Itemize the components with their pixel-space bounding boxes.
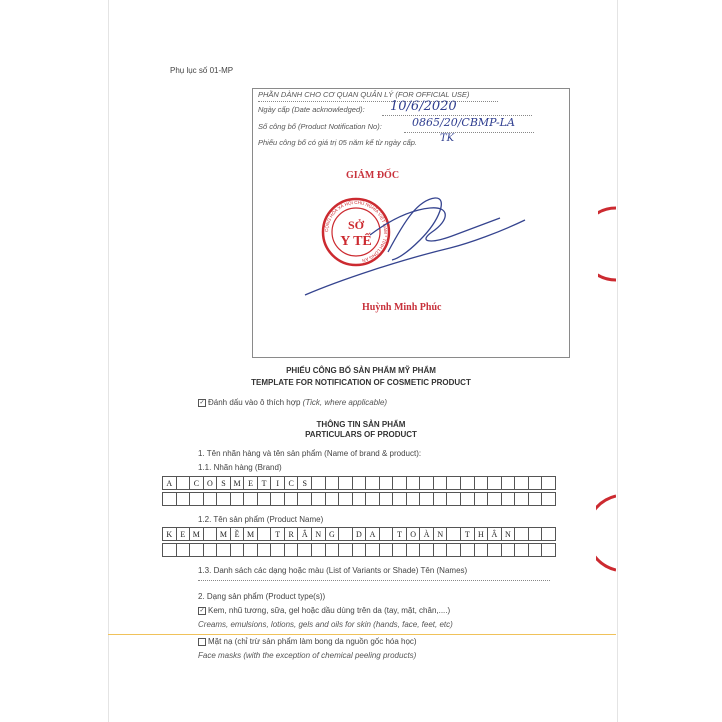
grid-cell [339,492,353,506]
svg-text:CỘNG HÒA XÃ HỘI CHỦ NGHĨA VIỆT: CỘNG HÒA XÃ HỘI CHỦ NGHĨA VIỆT NAM * TỈNH LONG AN [323,199,389,264]
section-title-vi: THÔNG TIN SẢN PHẨM [316,420,406,429]
grid-cell [447,476,461,490]
grid-cell: A [366,527,380,541]
grid-cell: N [312,527,326,541]
edge-seal-icon [596,494,616,574]
svg-text:SỞ: SỞ [347,218,365,232]
grid-cell [204,543,218,557]
grid-cell: M [217,527,231,541]
checked-checkbox-icon: ✓ [199,607,205,614]
product-type-2-en: Face masks (with the exception of chemical peeling products) [198,651,417,660]
item-1-3-label: 1.3. Danh sách các dạng hoặc màu (List of Variants or Shade) Tên (Names) [198,566,468,575]
grid-cell [298,492,312,506]
grid-cell [380,543,394,557]
grid-cell [339,476,353,490]
grid-cell [461,492,475,506]
product-type-2: Mặt nạ (chỉ trừ sản phẩm làm bong da nguồn gốc hóa học) [198,637,417,646]
grid-cell: O [204,476,218,490]
grid-cell: N [502,527,516,541]
grid-cell [353,476,367,490]
grid-cell: A [163,476,177,490]
grid-cell [271,492,285,506]
grid-cell: E [177,527,191,541]
scan-artifact-line [108,634,616,635]
grid-cell: M [231,476,245,490]
grid-cell: S [298,476,312,490]
grid-cell [393,492,407,506]
grid-cell [447,543,461,557]
grid-cell [488,492,502,506]
grid-cell [312,476,326,490]
grid-cell [488,476,502,490]
grid-cell [366,492,380,506]
grid-cell [339,543,353,557]
form-title-vi: PHIẾU CÔNG BỐ SẢN PHẨM MỸ PHẨM [286,366,436,375]
grid-cell: E [244,476,258,490]
grid-cell: C [190,476,204,490]
grid-cell: I [271,476,285,490]
grid-cell: H [475,527,489,541]
grid-cell [542,543,556,557]
form-title-en: TEMPLATE FOR NOTIFICATION OF COSMETIC PRODUCT [251,378,471,387]
grid-cell [475,492,489,506]
grid-cell [163,543,177,557]
grid-cell [420,492,434,506]
director-title: GIÁM ĐỐC [346,170,400,181]
grid-cell: Ắ [298,527,312,541]
grid-cell [420,543,434,557]
grid-cell: R [285,527,299,541]
grid-cell [407,476,421,490]
grid-cell [447,492,461,506]
divider [404,132,534,133]
grid-cell [258,492,272,506]
grid-cell [244,543,258,557]
grid-cell [353,492,367,506]
grid-cell [380,476,394,490]
grid-cell [434,476,448,490]
grid-cell [285,543,299,557]
validity-mark: TK [440,133,455,144]
grid-cell [312,543,326,557]
grid-cell [298,543,312,557]
item-1-1-label: 1.1. Nhãn hàng (Brand) [198,463,282,472]
grid-cell [326,543,340,557]
grid-cell: M [190,527,204,541]
grid-cell [285,492,299,506]
grid-cell [231,492,245,506]
grid-cell [177,543,191,557]
official-header: PHẦN DÀNH CHO CƠ QUAN QUẢN LÝ (FOR OFFICIAL USE) [258,90,470,99]
grid-cell [271,543,285,557]
grid-cell: M [244,527,258,541]
grid-cell [407,543,421,557]
grid-cell [339,527,353,541]
grid-cell [380,527,394,541]
grid-cell [461,543,475,557]
date-value: 10/6/2020 [390,99,457,114]
checkbox-icon [198,638,206,646]
grid-cell [542,476,556,490]
validity-label: Phiếu công bố có giá trị 05 năm kể từ ngày cấp. [258,138,418,147]
brand-grid [162,476,556,490]
grid-cell [163,492,177,506]
grid-cell [217,543,231,557]
tick-note: ✓ Đánh dấu vào ô thích hợp (Tick, where applicable) [199,398,388,407]
item-1-label: 1. Tên nhãn hàng và tên sản phẩm (Name of brand & product): [198,449,422,458]
grid-cell [447,527,461,541]
svg-text:Y TẾ: Y TẾ [340,234,372,249]
grid-cell: À [420,527,434,541]
divider [258,101,498,102]
grid-cell [366,476,380,490]
grid-cell [177,476,191,490]
product-type-1: ✓ Kem, nhũ tương, sữa, gel hoặc dầu dùng trên da (tay, mặt, chân,....) [199,606,451,615]
grid-cell [353,543,367,557]
grid-cell [204,527,218,541]
grid-cell [326,476,340,490]
grid-cell [393,543,407,557]
grid-cell [231,543,245,557]
signature-icon [305,198,525,295]
grid-cell [515,543,529,557]
grid-cell [502,543,516,557]
grid-cell: T [271,527,285,541]
grid-cell [515,492,529,506]
grid-cell [217,492,231,506]
grid-cell [502,492,516,506]
grid-cell: Ề [231,527,245,541]
grid-cell [515,527,529,541]
divider [198,580,550,581]
item-2-label: 2. Dạng sản phẩm (Product type(s)) [198,592,326,601]
date-label: Ngày cấp (Date acknowledged): [258,105,365,114]
grid-cell [190,492,204,506]
grid-cell [312,492,326,506]
grid-cell [380,492,394,506]
grid-cell [475,543,489,557]
item-1-2-label: 1.2. Tên sản phẩm (Product Name) [198,515,324,524]
grid-cell [393,476,407,490]
grid-cell [258,527,272,541]
product-grid-row-2 [162,543,556,557]
grid-cell [502,476,516,490]
grid-cell: O [407,527,421,541]
grid-cell: D [353,527,367,541]
grid-cell [204,492,218,506]
grid-cell [461,476,475,490]
grid-cell [488,543,502,557]
brand-grid-row-2 [162,492,556,506]
grid-cell [529,543,543,557]
grid-cell: K [163,527,177,541]
grid-cell [475,476,489,490]
seal-and-signature [300,180,530,300]
checked-checkbox-icon: ✓ [199,399,205,406]
product-type-1-en: Creams, emulsions, lotions, gels and oils for skin (hands, face, feet, etc) [198,620,453,629]
seal-icon [323,199,389,265]
grid-cell: G [326,527,340,541]
signer-name: Huỳnh Minh Phúc [362,302,442,313]
grid-cell: C [285,476,299,490]
grid-cell [366,543,380,557]
grid-cell [529,476,543,490]
grid-cell: S [217,476,231,490]
grid-cell [434,543,448,557]
grid-cell [407,492,421,506]
grid-cell [529,492,543,506]
grid-cell [326,492,340,506]
grid-cell: Â [488,527,502,541]
grid-cell [258,543,272,557]
edge-seal-icon [598,206,616,286]
grid-cell: T [393,527,407,541]
appendix-label: Phụ lục số 01-MP [170,66,234,75]
grid-cell: T [258,476,272,490]
grid-cell [529,527,543,541]
grid-cell [515,476,529,490]
grid-cell [542,527,556,541]
number-value: 0865/20/CBMP-LA [412,116,515,129]
number-label: Số công bố (Product Notification No): [258,122,382,131]
grid-cell [177,492,191,506]
section-title-en: PARTICULARS OF PRODUCT [305,430,417,439]
grid-cell [420,476,434,490]
grid-cell [542,492,556,506]
grid-cell [190,543,204,557]
grid-cell: N [434,527,448,541]
product-grid [162,527,556,541]
grid-cell [434,492,448,506]
grid-cell [244,492,258,506]
grid-cell: T [461,527,475,541]
